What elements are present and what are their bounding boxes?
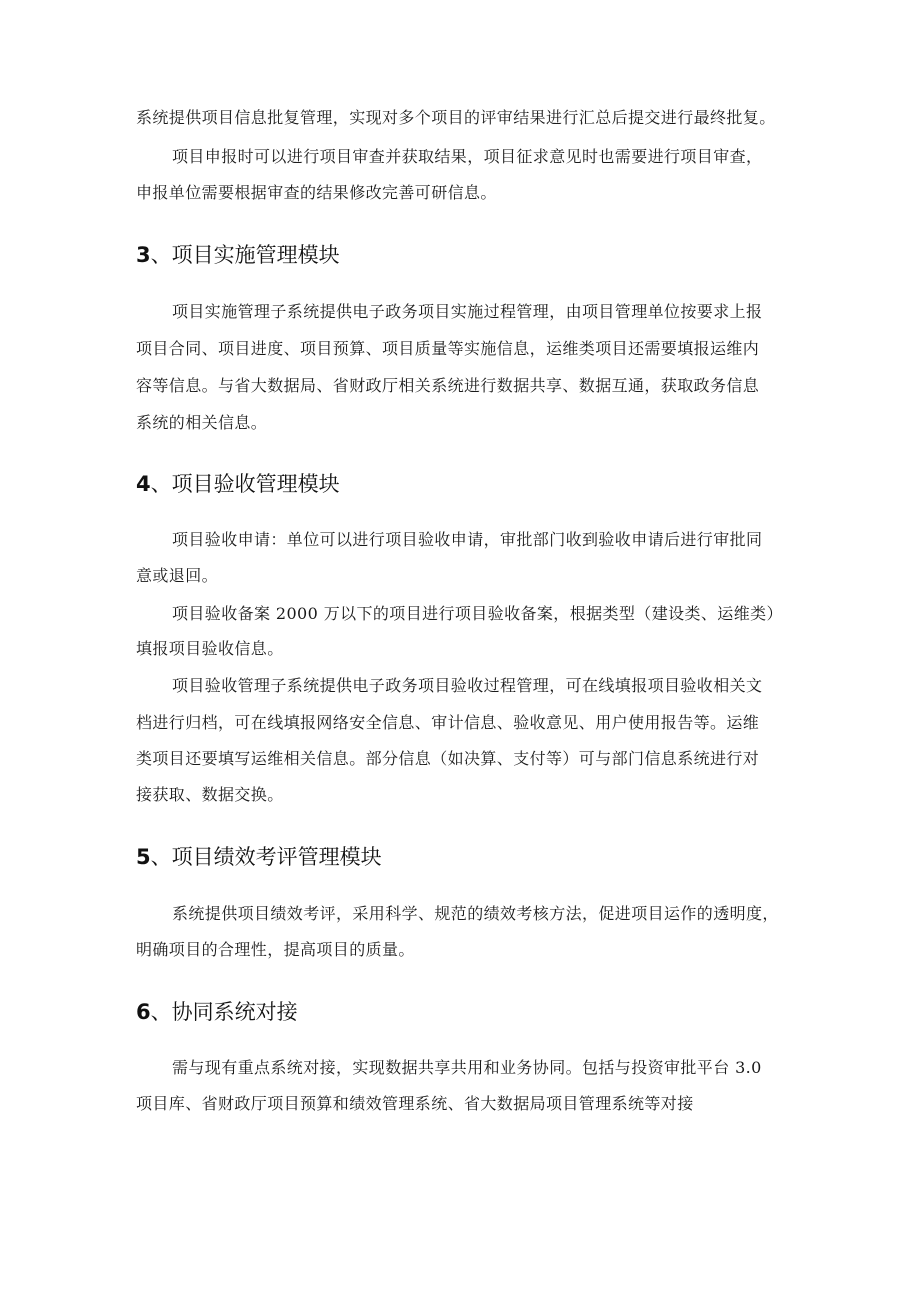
section-6-paragraph-line: 需与现有重点系统对接，实现数据共享共用和业务协同。包括与投资审批平台 3.0 (172, 1058, 762, 1077)
intro-paragraph-line: 申报单位需要根据审查的结果修改完善可研信息。 (136, 183, 497, 202)
section-number: 3 (136, 243, 151, 267)
section-6-paragraph-line: 项目库、省财政厅项目预算和绩效管理系统、省大数据局项目管理系统等对接 (136, 1094, 694, 1113)
section-4-heading (136, 471, 340, 497)
section-title: 、协同系统对接 (150, 1000, 298, 1024)
section-3-heading (136, 242, 340, 268)
section-6-heading (136, 999, 298, 1025)
section-number: 4 (136, 472, 151, 496)
section-4-paragraph-line: 项目验收管理子系统提供电子政务项目验收过程管理，可在线填报项目验收相关文 (172, 676, 763, 695)
section-3-paragraph-line: 项目合同、项目进度、项目预算、项目质量等实施信息，运维类项目还需要填报运维内 (136, 339, 760, 358)
intro-line: 系统提供项目信息批复管理，实现对多个项目的评审结果进行汇总后提交进行最终批复。 (136, 108, 776, 127)
section-4-paragraph-line: 接获取、数据交换。 (136, 785, 284, 804)
section-5-paragraph-line: 明确项目的合理性，提高项目的质量。 (136, 940, 415, 959)
section-4-paragraph-line: 项目验收申请：单位可以进行项目验收申请，审批部门收到验收申请后进行审批同 (172, 530, 763, 549)
section-4-paragraph-line: 项目验收备案 2000 万以下的项目进行项目验收备案，根据类型（建设类、运维类） (172, 604, 783, 623)
section-title: 、项目验收管理模块 (150, 472, 340, 496)
section-3-paragraph-line: 容等信息。与省大数据局、省财政厅相关系统进行数据共享、数据互通，获取政务信息 (136, 376, 760, 395)
section-5-heading (136, 844, 382, 870)
section-4-paragraph-line: 档进行归档，可在线填报网络安全信息、审计信息、验收意见、用户使用报告等。运维 (136, 713, 760, 732)
section-number: 5 (136, 845, 151, 869)
section-title: 、项目绩效考评管理模块 (150, 845, 382, 869)
section-5-paragraph-line: 系统提供项目绩效考评，采用科学、规范的绩效考核方法，促进项目运作的透明度， (172, 904, 779, 923)
section-4-paragraph-line: 意或退回。 (136, 566, 219, 585)
section-number: 6 (136, 1000, 151, 1024)
intro-paragraph-line: 项目申报时可以进行项目审查并获取结果，项目征求意见时也需要进行项目审查， (172, 147, 763, 166)
section-3-paragraph-line: 项目实施管理子系统提供电子政务项目实施过程管理，由项目管理单位按要求上报 (172, 302, 763, 321)
section-title: 、项目实施管理模块 (150, 243, 340, 267)
section-3-paragraph-line: 系统的相关信息。 (136, 413, 268, 432)
section-4-paragraph-line: 填报项目验收信息。 (136, 639, 284, 658)
section-4-paragraph-line: 类项目还要填写运维相关信息。部分信息（如决算、支付等）可与部门信息系统进行对 (136, 749, 760, 768)
